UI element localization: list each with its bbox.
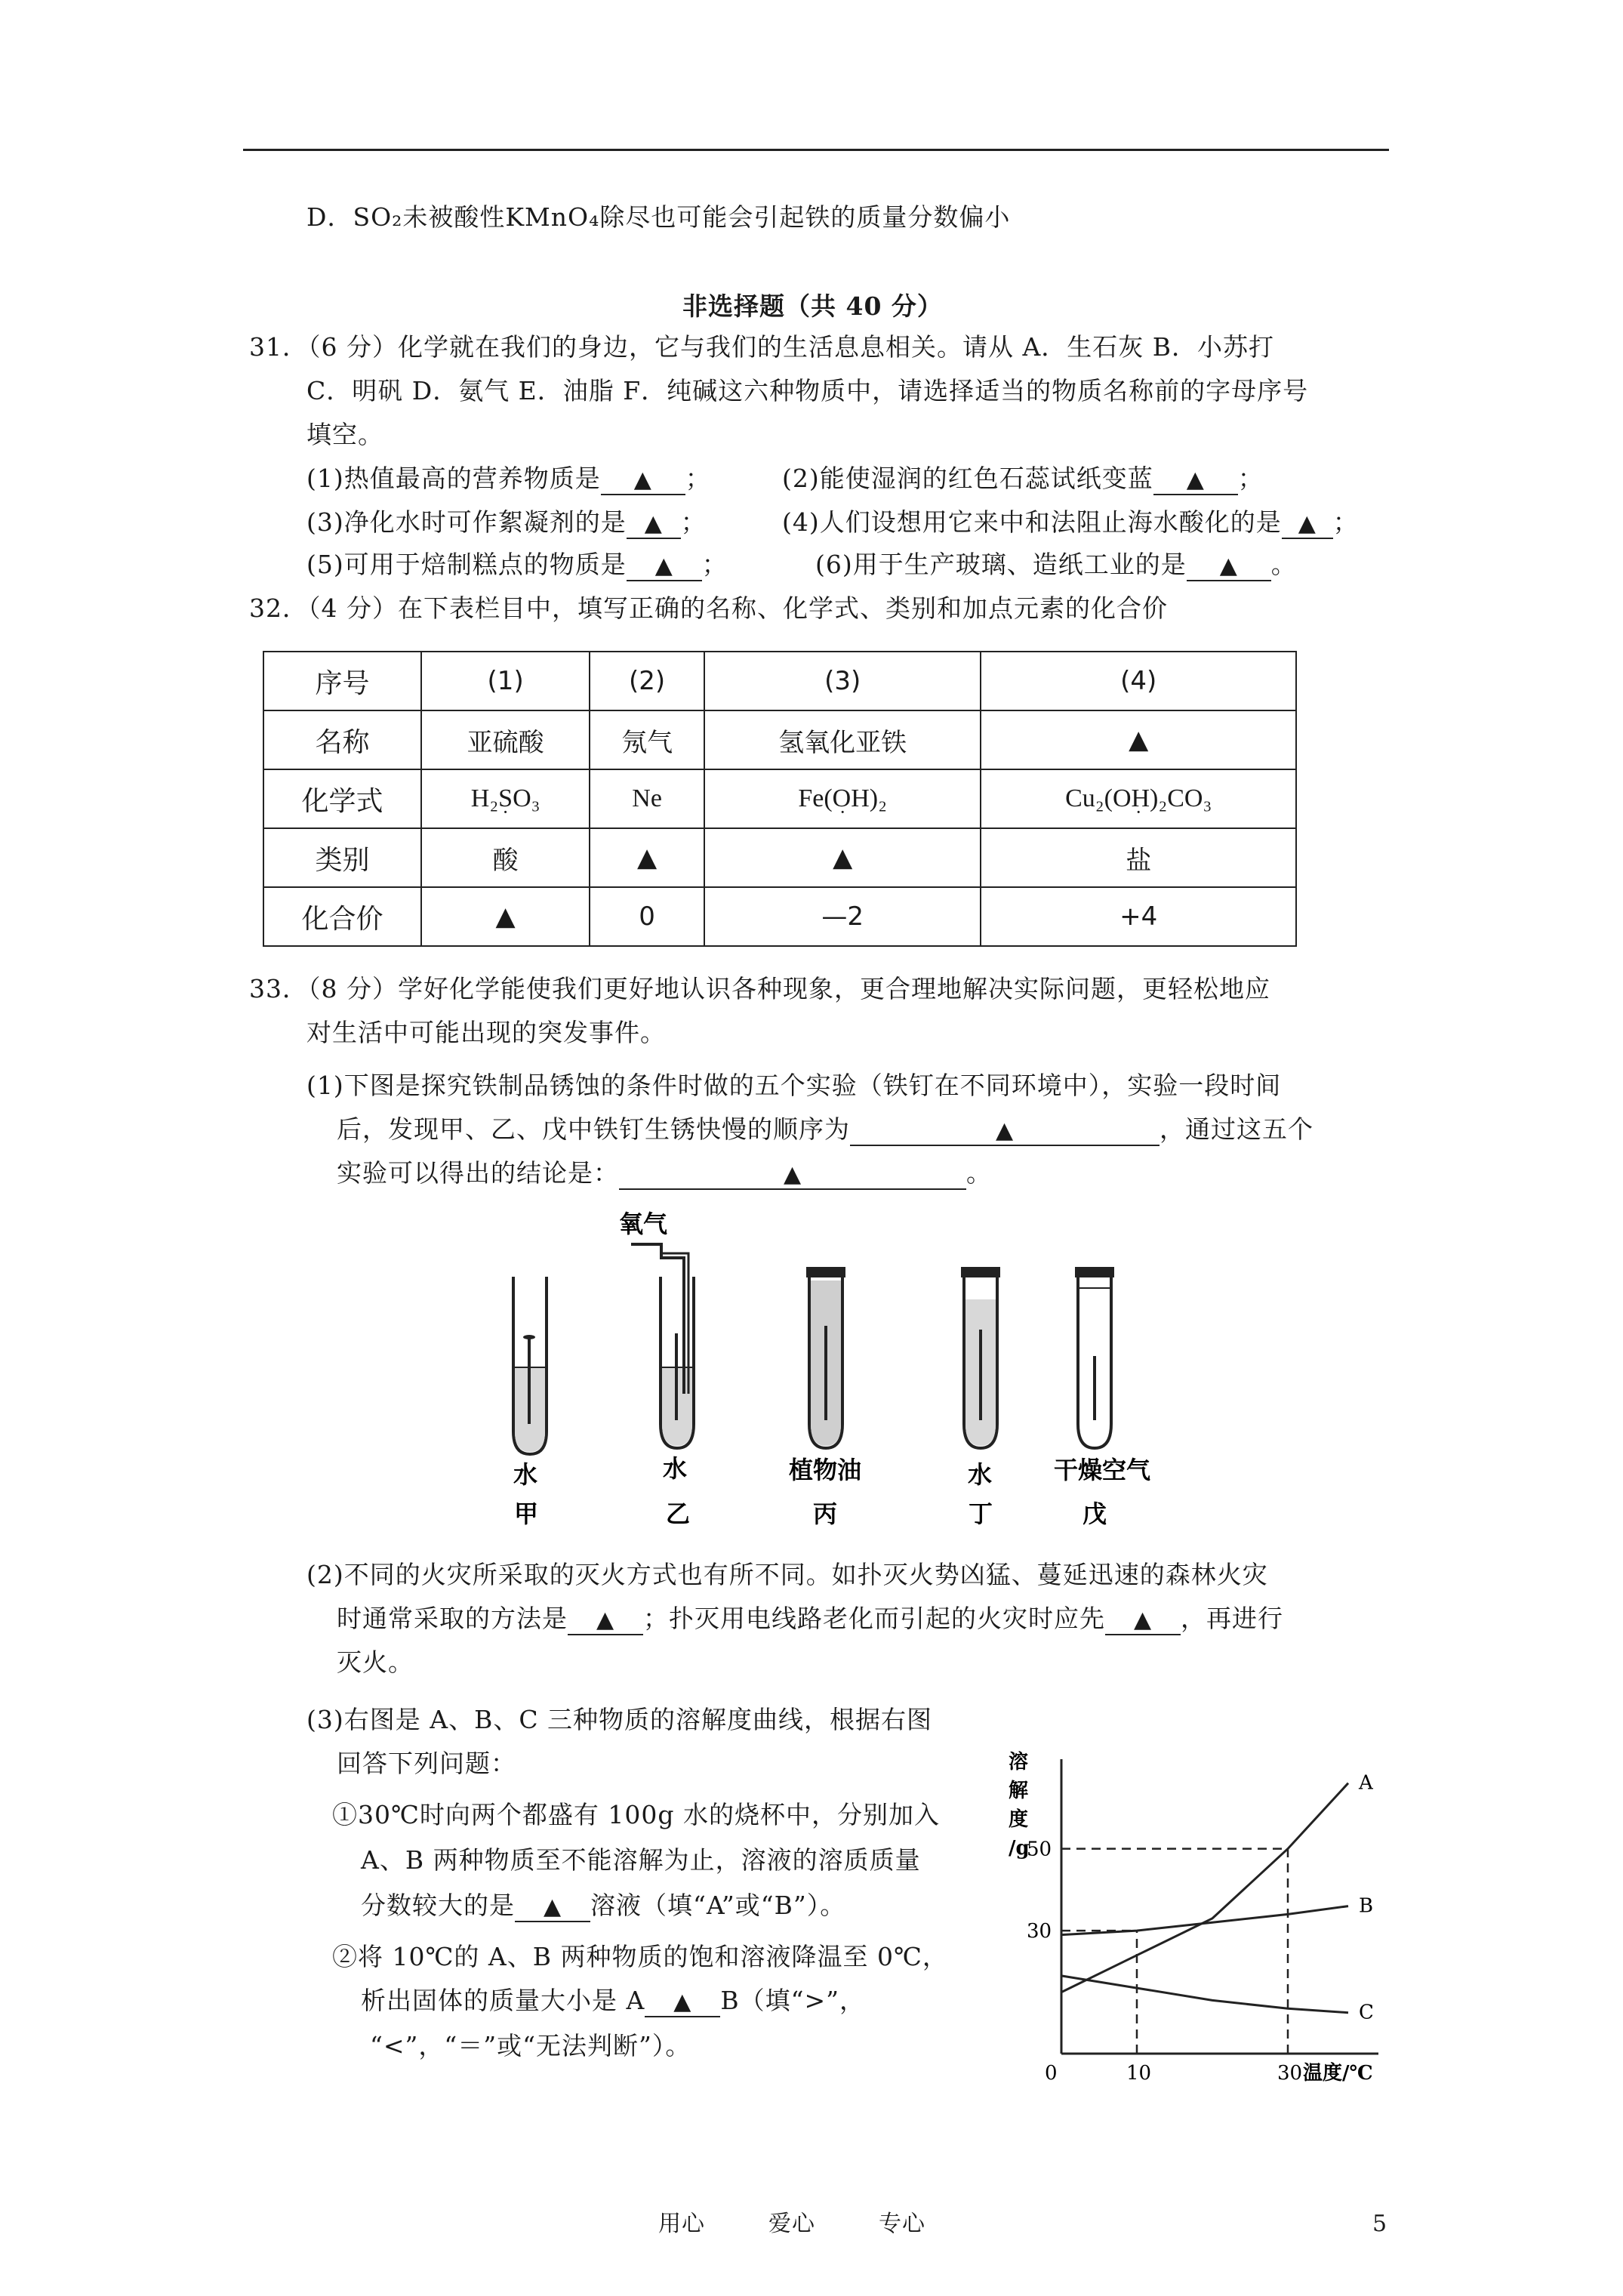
q32-table bbox=[263, 651, 1297, 947]
table-header-cell: (2) bbox=[590, 652, 704, 710]
answer-blank[interactable]: ▲ bbox=[1187, 551, 1271, 581]
answer-blank[interactable]: ▲ bbox=[627, 551, 702, 581]
rust-experiment-figure bbox=[483, 1205, 1163, 1537]
y-axis-label: 度 bbox=[1009, 1808, 1029, 1831]
q31-item-5: (5)可用于焙制糕点的物质是 ▲ ； bbox=[306, 550, 728, 581]
answer-cell[interactable]: ▲ bbox=[421, 887, 590, 946]
curve-label-a: A bbox=[1359, 1771, 1373, 1795]
q31-stem-line3: 填空。 bbox=[306, 420, 383, 449]
answer-blank[interactable]: ▲ bbox=[1282, 509, 1333, 539]
q31-item-6: (6)用于生产玻璃、造纸工业的是 ▲ 。 bbox=[815, 550, 1297, 581]
curve-label-b: B bbox=[1359, 1894, 1374, 1918]
test-tube-jia bbox=[513, 1277, 547, 1454]
y-tick-label: 30 bbox=[1027, 1920, 1052, 1943]
q31-item-1: (1)热值最高的营养物质是 ▲ ； bbox=[306, 464, 711, 495]
oxygen-label: 氧气 bbox=[619, 1210, 668, 1238]
table-cell: Fe(OH)₂ · bbox=[704, 769, 981, 828]
tube-name-label: 乙 bbox=[666, 1499, 691, 1528]
tube-medium-label: 水 bbox=[968, 1460, 993, 1489]
answer-blank[interactable]: ▲ bbox=[1105, 1605, 1181, 1635]
row-label: 名称 bbox=[263, 710, 421, 769]
table-cell: 盐 bbox=[981, 828, 1296, 887]
q33-stem-line2: 对生活中可能出现的突发事件。 bbox=[306, 1018, 666, 1047]
q33-part1-line3: 实验可以得出的结论是： ▲ 。 bbox=[337, 1158, 992, 1190]
table-row bbox=[263, 769, 1296, 828]
table-header-cell: (3) bbox=[704, 652, 981, 710]
row-label: 化合价 bbox=[263, 887, 421, 946]
q33-part3-line2: 回答下列问题： bbox=[337, 1749, 516, 1778]
tube-name-label: 甲 bbox=[514, 1499, 539, 1528]
chart-series bbox=[1061, 1783, 1348, 2013]
table-cell: +4 bbox=[981, 887, 1296, 946]
table-row bbox=[263, 887, 1296, 946]
table-cell: Cu₂(OH)₂CO₃ · bbox=[981, 769, 1296, 828]
tube-medium-label: 水 bbox=[513, 1460, 538, 1489]
q33-part3-q1-line1: ①30℃时向两个都盛有 100g 水的烧杯中，分别加入 bbox=[332, 1800, 940, 1829]
tube-name-label: 丙 bbox=[813, 1499, 838, 1528]
table-header-cell: (1) bbox=[421, 652, 590, 710]
answer-blank[interactable]: ▲ bbox=[601, 465, 685, 495]
q33-stem-line1: 33．（8 分）学好化学能使我们更好地认识各种现象，更合理地解决实际问题，更轻松地应 bbox=[249, 974, 1270, 1003]
answer-cell[interactable]: ▲ bbox=[981, 710, 1296, 769]
table-row bbox=[263, 710, 1296, 769]
footer-motto-2: 爱心 bbox=[768, 2211, 815, 2237]
answer-blank[interactable]: ▲ bbox=[1153, 465, 1238, 495]
table-header-cell: 序号 bbox=[263, 652, 421, 710]
q33-part1-line1: (1)下图是探究铁制品锈蚀的条件时做的五个实验（铁钉在不同环境中），实验一段时间 bbox=[306, 1071, 1282, 1100]
table-header-cell: (4) bbox=[981, 652, 1296, 710]
y-tick-label: 50 bbox=[1027, 1838, 1052, 1861]
previous-option-d: D．SO₂未被酸性KMnO₄除尽也可能会引起铁的质量分数偏小 bbox=[306, 202, 1011, 232]
q33-part3-q1-line2: A、B 两种物质至不能溶解为止，溶液的溶质质量 bbox=[361, 1845, 921, 1875]
table-cell: 0 bbox=[590, 887, 704, 946]
table-row bbox=[263, 652, 1296, 710]
tube-medium-label: 植物油 bbox=[789, 1456, 862, 1484]
row-label: 类别 bbox=[263, 828, 421, 887]
test-tube-wu bbox=[1075, 1267, 1114, 1448]
table-cell: H₂SO₃ · bbox=[421, 769, 590, 828]
q33-part2-line2: 时通常采取的方法是 ▲ ；扑灭用电线路老化而引起的火灾时应先 ▲ ，再进行 bbox=[337, 1604, 1283, 1635]
q31-stem-line1: 31．（6 分）化学就在我们的身边，它与我们的生活息息相关。请从 A．生石灰 B．小苏打 bbox=[249, 332, 1275, 362]
x-axis-label: 温度/℃ bbox=[1303, 2062, 1373, 2084]
solubility-curve-a bbox=[1061, 1783, 1348, 1992]
q33-part3-q2-line3: “<”，“＝”或“无法判断”）。 bbox=[370, 2031, 691, 2060]
x-tick-label: 10 bbox=[1126, 2062, 1152, 2084]
page-number: 5 bbox=[1372, 2211, 1388, 2237]
tube-medium-label: 水 bbox=[663, 1454, 688, 1483]
curve-label-c: C bbox=[1359, 2001, 1374, 2024]
tube-name-label: 戊 bbox=[1083, 1499, 1107, 1528]
q31-item-3: (3)净化水时可作絮凝剂的是 ▲ ； bbox=[306, 507, 707, 539]
section-title: 非选择题（共 40 分） bbox=[682, 291, 943, 321]
q33-part2-line1: (2)不同的火灾所采取的灭火方式也有所不同。如扑灭火势凶猛、蔓延迅速的森林火灾 bbox=[306, 1560, 1268, 1589]
test-tube-bing bbox=[806, 1267, 845, 1448]
table-cell: —2 bbox=[704, 887, 981, 946]
header-rule bbox=[243, 149, 1389, 151]
test-tube-ding bbox=[961, 1267, 1000, 1448]
q33-part3-line1: (3)右图是 A、B、C 三种物质的溶解度曲线，根据右图 bbox=[306, 1705, 933, 1734]
answer-blank[interactable]: ▲ bbox=[619, 1160, 966, 1190]
tube-name-label: 丁 bbox=[969, 1499, 993, 1528]
answer-blank[interactable]: ▲ bbox=[627, 509, 681, 539]
table-cell: 亚硫酸 bbox=[421, 710, 590, 769]
q31-item-4: (4)人们设想用它来中和法阻止海水酸化的是 ▲ ； bbox=[782, 507, 1359, 539]
answer-blank[interactable]: ▲ bbox=[645, 1987, 720, 2017]
q33-part2-line3: 灭火。 bbox=[337, 1647, 414, 1677]
solubility-chart bbox=[996, 1744, 1389, 2084]
q32-stem: 32．（4 分）在下表栏目中，填写正确的名称、化学式、类别和加点元素的化合价 bbox=[249, 593, 1168, 623]
chart-labels bbox=[1009, 1750, 1374, 2084]
table-cell: 氖气 bbox=[590, 710, 704, 769]
answer-cell[interactable]: ▲ bbox=[590, 828, 704, 887]
footer-motto-3: 专心 bbox=[879, 2211, 925, 2237]
table-cell: 酸 bbox=[421, 828, 590, 887]
test-tube-yi bbox=[619, 1210, 694, 1448]
answer-blank[interactable]: ▲ bbox=[568, 1605, 643, 1635]
x-tick-label: 30 bbox=[1277, 2062, 1303, 2084]
table-row bbox=[263, 828, 1296, 887]
q31-item-2: (2)能使湿润的红色石蕊试纸变蓝 ▲ ； bbox=[782, 464, 1264, 495]
q33-part1-line2: 后，发现甲、乙、戊中铁钉生锈快慢的顺序为 ▲ ，通过这五个 bbox=[337, 1114, 1313, 1146]
q33-part3-q1-line3: 分数较大的是 ▲ 溶液（填“A”或“B”）。 bbox=[361, 1891, 845, 1922]
y-axis-label: /g bbox=[1009, 1837, 1030, 1860]
answer-blank[interactable]: ▲ bbox=[515, 1892, 590, 1922]
solubility-curve-c bbox=[1061, 1976, 1348, 2013]
table-cell: 氢氧化亚铁 bbox=[704, 710, 981, 769]
q33-part3-q2-line1: ②将 10℃的 A、B 两种物质的饱和溶液降温至 0℃， bbox=[332, 1942, 948, 1971]
q31-stem-line2: C．明矾 D．氨气 E．油脂 F．纯碱这六种物质中，请选择适当的物质名称前的字母序号 bbox=[306, 376, 1309, 405]
y-axis-label: 解 bbox=[1009, 1780, 1029, 1802]
row-label: 化学式 bbox=[263, 769, 421, 828]
x-tick-label: 0 bbox=[1045, 2062, 1058, 2084]
y-axis-label: 溶 bbox=[1009, 1751, 1029, 1774]
table-cell: Ne bbox=[590, 769, 704, 828]
solubility-curve-b bbox=[1061, 1906, 1348, 1935]
q33-part3-q2-line2: 析出固体的质量大小是 A ▲ B（填“>”， bbox=[361, 1986, 865, 2017]
footer-motto-1: 用心 bbox=[658, 2211, 705, 2237]
answer-blank[interactable]: ▲ bbox=[850, 1116, 1160, 1146]
answer-cell[interactable]: ▲ bbox=[704, 828, 981, 887]
tube-medium-label: 干燥空气 bbox=[1054, 1456, 1151, 1484]
